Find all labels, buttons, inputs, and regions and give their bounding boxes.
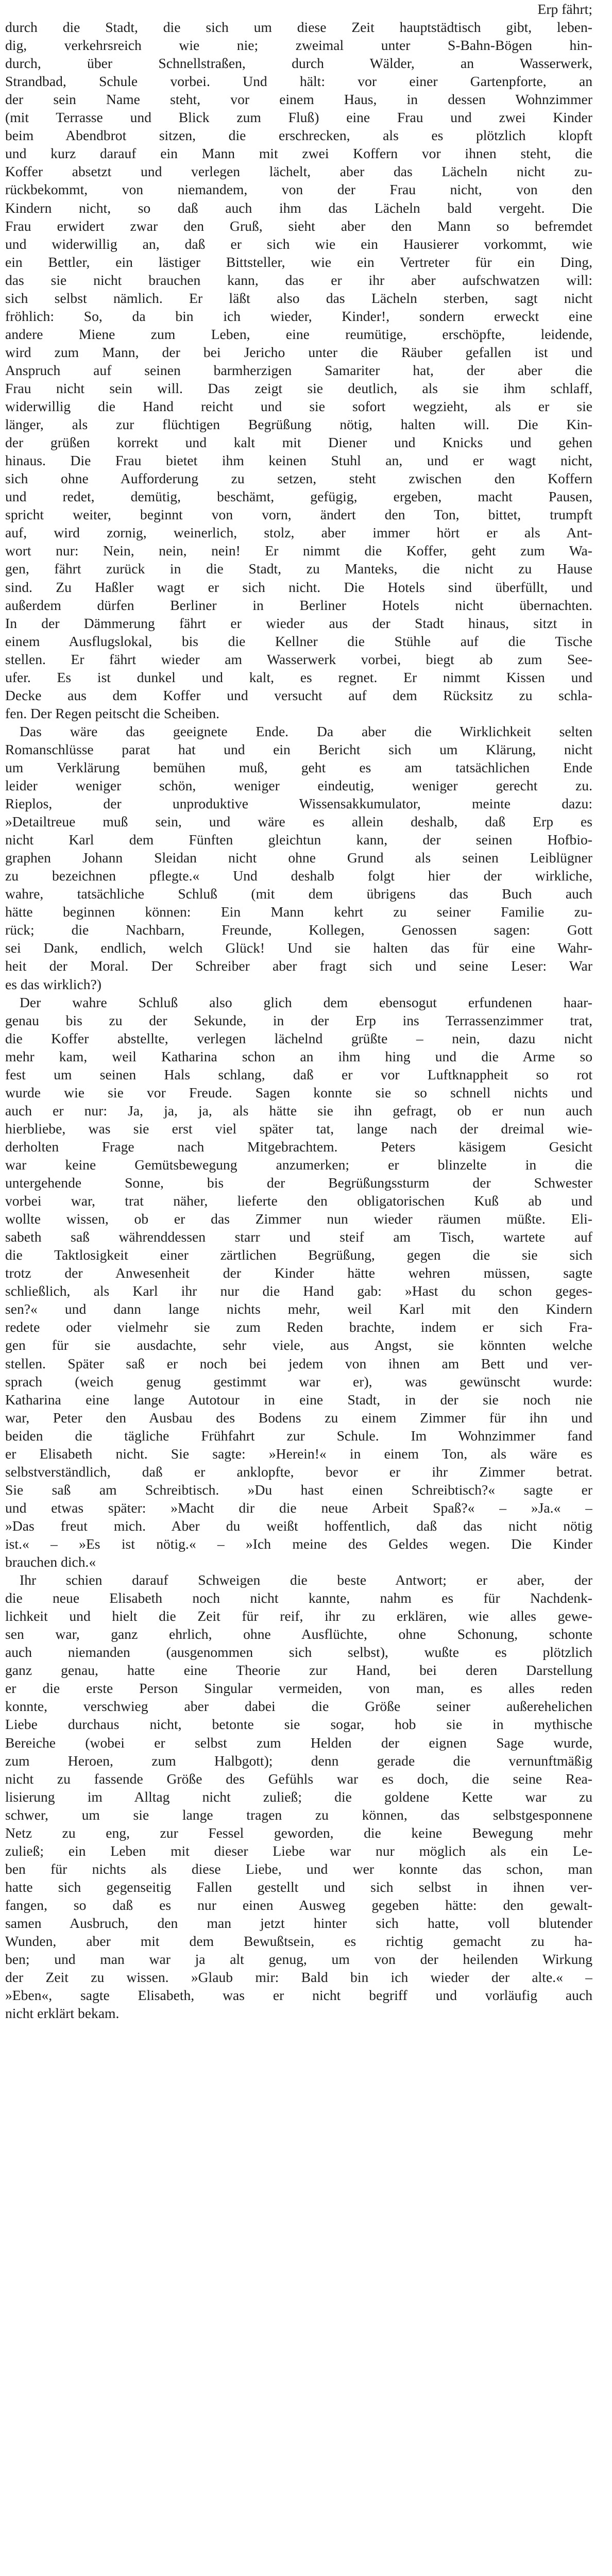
text-line: wahre, tatsächliche Schluß (mit dem übrigens das Buch auch	[5, 886, 592, 902]
text-line: trotz der Anwesenheit der Kinder hätte wehren müssen, sagte	[5, 1265, 592, 1281]
text-line: selbstverständlich, daß er anklopfte, bevor er ihr Zimmer betrat.	[5, 1463, 592, 1480]
text-line: durch, über Schnellstraßen, durch Wälder, an Wasserwerk,	[5, 55, 592, 72]
text-line: beiden die tägliche Frühfahrt zur Schule. Im Wohnzimmer fand	[5, 1427, 592, 1444]
text-line: fröhlich: So, da bin ich wieder, Kinder!, sondern erweckt eine	[5, 308, 592, 324]
text-line: er Elisabeth nicht. Sie sagte: »Herein!« in einem Ton, als wäre es	[5, 1445, 592, 1462]
text-line: fest um seinen Hals schlang, daß er vor Luftknappheit so rot	[5, 1066, 592, 1082]
text-line: rückbekommt, von niemandem, von der Frau nicht, von den	[5, 181, 592, 198]
text-line: Bereiche (wobei er selbst zum Helden der eignen Sage wurde,	[5, 1734, 592, 1751]
text-line: redete oder vielmehr sie zum Reden brachte, indem er sich Fra-	[5, 1319, 592, 1335]
text-line: auch er nur: Ja, ja, ja, als hätte sie ihn gefragt, ob er nun auch	[5, 1102, 592, 1118]
text-line: ben; und man war ja alt genug, um von der heilenden Wirkung	[5, 1951, 592, 1968]
text-line: »Eben«, sagte Elisabeth, was er nicht begriff und vorläufig auch	[5, 1987, 592, 2004]
text-line: nicht erklärt bekam.	[5, 2005, 120, 2022]
book-page	[5, 0, 592, 2022]
text-line: gen, fährt zurück in die Stadt, zu Manteks, die nicht zu Hause	[5, 561, 592, 577]
text-line: Wunden, aber mit dem Bewußtsein, es richtig gemacht zu ha-	[5, 1933, 592, 1950]
text-line: widerwillig die Hand reicht und sie sofort wegzieht, als er sie	[5, 398, 592, 415]
text-line: zum Heroen, zum Halbgott); denn gerade die vernunftmäßig	[5, 1752, 592, 1769]
text-line: wollte wissen, ob er das Zimmer nun wieder räumen müßte. Eli-	[5, 1211, 592, 1227]
text-line: um Verklärung bemühen muß, geht es am tatsächlichen Ende	[5, 759, 592, 775]
text-line: zu bezeichnen pflegte.« Und deshalb folgt hier der wirkliche,	[5, 868, 592, 884]
text-line: dig, verkehrsreich wie nie; zweimal unter S-Bahn-Bögen hin-	[5, 37, 592, 54]
text-line: Ihr schien darauf Schweigen die beste Antwort; er aber, der	[20, 1572, 592, 1588]
text-line: Liebe durchaus nicht, betonte sie sogar, hob sie in mythische	[5, 1716, 592, 1733]
text-line: nicht zu fassende Größe des Gefühls war es doch, die seine Rea-	[5, 1770, 592, 1787]
text-line: zuließ; ein Leben mit dieser Liebe war nur möglich als ein Le-	[5, 1842, 592, 1859]
text-line: lichkeit und hielt die Zeit für reif, ihr zu erklären, wie alles gewe-	[5, 1608, 592, 1624]
text-line: schließlich, als Karl ihr nur die Hand gab: »Hast du schon geges-	[5, 1283, 592, 1299]
paragraph-p3	[5, 993, 592, 1571]
text-line: der grüßen korrekt und kalt mit Diener und Knicks und gehen	[5, 434, 592, 451]
text-line: Koffer absetzt und verlegen lächelt, aber das Lächeln nicht zu-	[5, 163, 592, 180]
text-line: die Taktlosigkeit einer zärtlichen Begrüßung, gegen die sie sich	[5, 1247, 592, 1263]
text-line: wird zum Mann, der bei Jericho unter die Räuber gefallen ist und	[5, 344, 592, 360]
text-line: leider weniger schön, weniger eindeutig, weniger gerecht zu.	[5, 777, 592, 794]
text-line: Das wäre das geeignete Ende. Da aber die Wirklichkeit selten	[20, 723, 592, 739]
text-line: hierbliebe, was sie erst viel später tat, lange nach der dreimal wie-	[5, 1120, 592, 1137]
text-line: konnte, verschwieg aber dabei die Größe seiner außerehelichen	[5, 1698, 592, 1715]
text-line: vorbei war, trat näher, lieferte den obligatorischen Kuß ab und	[5, 1193, 592, 1209]
text-line: Decke aus dem Koffer und versucht auf dem Rücksitz zu schla-	[5, 687, 592, 703]
text-line: das sie nicht brauchen kann, das er ihr aber aufschwatzen will:	[5, 272, 592, 288]
text-line: sabeth saß währenddessen starr und steif am Tisch, wartete auf	[5, 1229, 592, 1245]
paragraph-p2	[5, 722, 592, 993]
text-line: andere Miene zum Leben, eine reumütige, erschöpfte, leidende,	[5, 326, 592, 342]
text-line: und etwas später: »Macht dir die neue Arbeit Spaß?« – »Ja.« –	[5, 1499, 592, 1516]
text-line: auch niemanden (ausgenommen sich selbst), wußte es plötzlich	[5, 1644, 592, 1660]
text-line: graphen Johann Sleidan nicht ohne Grund als seinen Leiblügner	[5, 850, 592, 866]
text-line: Frau erwidert zwar den Gruß, sieht aber den Mann so befremdet	[5, 217, 592, 234]
text-line: In der Dämmerung fährt er wieder aus der Stadt hinaus, sitzt in	[5, 615, 592, 631]
text-line: Anspruch auf seinen barmherzigen Samariter hat, der aber die	[5, 362, 592, 378]
text-line: Kindern nicht, so daß auch ihm das Lächeln bald vergeht. Die	[5, 199, 592, 216]
text-line: rück; die Nachbarn, Freunde, Kollegen, Genossen sagen: Gott	[5, 922, 592, 938]
text-line: Netz zu eng, zur Fessel geworden, die keine Bewegung mehr	[5, 1824, 592, 1841]
text-line: derholten Frage nach Mitgebrachtem. Peters käsigem Gesicht	[5, 1138, 592, 1155]
text-line: ist.« – »Es ist nötig.« – »Ich meine des Geldes wegen. Die Kinder	[5, 1535, 592, 1552]
text-line: hinaus. Die Frau bietet ihm keinen Stuhl an, und er wagt nicht,	[5, 452, 592, 469]
text-line: untergehende Sonne, bis der Begrüßungssturm der Schwester	[5, 1175, 592, 1191]
text-line: Strandbad, Schule vorbei. Und hält: vor einer Gartenpforte, an	[5, 73, 592, 90]
text-line: lisierung im Alltag nicht zuließ; die goldene Kette war zu	[5, 1788, 592, 1805]
text-line: außerdem dürfen Berliner in Berliner Hotels nicht übernachten.	[5, 597, 592, 613]
text-line: wurde wie sie vor Freude. Sagen konnte sie so schnell nichts und	[5, 1084, 592, 1100]
text-line: sen?« und dann lange nichts mehr, weil Karl mit den Kindern	[5, 1301, 592, 1317]
text-line: sich ohne Aufforderung zu setzen, steht zwischen den Koffern	[5, 470, 592, 487]
text-line: auf, wird zornig, weinerlich, stolz, aber immer hört er als Ant-	[5, 524, 592, 541]
text-line: er die erste Person Singular vermeiden, von man, es alles reden	[5, 1680, 592, 1697]
text-line: die Koffer abstellte, verlegen lächelnd grüßte – nein, dazu nicht	[5, 1030, 592, 1046]
text-line: »Detailtreue muß sein, und wäre es allein deshalb, daß Erp es	[5, 814, 592, 830]
text-line: sei Dank, endlich, welch Glück! Und sie halten das für eine Wahr-	[5, 940, 592, 956]
text-line: die neue Elisabeth noch nicht kannte, nahm es für Nachdenk-	[5, 1590, 592, 1606]
text-line: »Das freut mich. Aber du weißt hoffentlich, daß das nicht nötig	[5, 1517, 592, 1534]
text-line: Rieplos, der unproduktive Wissensakkumulator, meinte dazu:	[5, 795, 592, 812]
text-line: hätte beginnen können: Ein Mann kehrt zu seiner Familie zu-	[5, 904, 592, 920]
text-line: stellen. Später saß er noch bei jedem von ihnen am Bett und ver-	[5, 1355, 592, 1371]
text-line: brauchen dich.«	[5, 1554, 96, 1570]
text-line: schwer, um sie lange tragen zu können, das selbstgesponnene	[5, 1806, 592, 1823]
text-line: einem Ausflugslokal, bis die Kellner die Stühle auf die Tische	[5, 633, 592, 649]
text-line: durch die Stadt, die sich um diese Zeit hauptstädtisch gibt, leben-	[5, 19, 592, 36]
text-line: fen. Der Regen peitscht die Scheiben.	[5, 705, 220, 721]
text-line: der Zeit zu wissen. »Glaub mir: Bald bin ich wieder der alte.« –	[5, 1969, 592, 1986]
text-line: nicht Karl dem Fünften gleichtun kann, der seinen Hofbio-	[5, 832, 592, 848]
text-line: heit der Moral. Der Schreiber aber fragt sich und seine Leser: War	[5, 958, 592, 974]
text-line: war keine Gemütsbewegung anzumerken; er blinzelte in die	[5, 1157, 592, 1173]
text-line: ufer. Es ist dunkel und kalt, es regnet. Er nimmt Kissen und	[5, 669, 592, 685]
text-line: (mit Terrasse und Blick zum Fluß) eine Frau und zwei Kinder	[5, 109, 592, 126]
text-line: Erp fährt;	[537, 1, 592, 17]
text-line: wort nur: Nein, nein, nein! Er nimmt die Koffer, geht zum Wa-	[5, 543, 592, 559]
text-line: stellen. Er fährt wieder am Wasserwerk vorbei, biegt ab zum See-	[5, 651, 592, 667]
text-line: Der wahre Schluß also glich dem ebensogut erfundenen haar-	[20, 994, 592, 1010]
text-line: ben für nichts als diese Liebe, und wer konnte das schon, man	[5, 1860, 592, 1877]
text-line: ganz genau, hatte eine Theorie zur Hand, bei deren Darstellung	[5, 1662, 592, 1679]
text-line: Katharina eine lange Autotour in eine Stadt, in der sie noch nie	[5, 1391, 592, 1408]
paragraph-p1	[5, 0, 592, 722]
text-line: es das wirklich?)	[5, 976, 101, 992]
text-line: und widerwillig an, daß er sich wie ein Hausierer vorkommt, wie	[5, 235, 592, 252]
text-line: beim Abendbrot sitzen, die erschrecken, als es plötzlich klopft	[5, 127, 592, 144]
text-line: hatte sich gegenseitig Fallen gestellt und sich selbst in ihnen ver-	[5, 1878, 592, 1895]
text-line: sind. Zu Haßler wagt er sich nicht. Die Hotels sind überfüllt, und	[5, 579, 592, 595]
text-line: war, Peter den Ausbau des Bodens zu einem Zimmer für ihn und	[5, 1409, 592, 1426]
text-line: gen für sie ausdachte, sehr viele, aus Angst, sie könnten welche	[5, 1337, 592, 1353]
text-line: sich selbst nämlich. Er läßt also das Lächeln sterben, sagt nicht	[5, 290, 592, 306]
text-line: samen Ausbruch, den man jetzt hinter sich hatte, voll blutender	[5, 1914, 592, 1931]
text-line: länger, als zur flüchtigen Begrüßung nötig, halten will. Die Kin-	[5, 416, 592, 433]
paragraph-p4	[5, 1571, 592, 2022]
text-line: Romanschlüsse parat hat und ein Bericht sich um Klärung, nicht	[5, 741, 592, 757]
text-line: und kurz darauf ein Mann mit zwei Koffern vor ihnen steht, die	[5, 145, 592, 162]
text-line: der sein Name steht, vor einem Haus, in dessen Wohnzimmer	[5, 91, 592, 108]
text-line: sprach (weich genug gestimmt war er), was gewünscht wurde:	[5, 1373, 592, 1389]
text-line: fangen, so daß es nur einen Ausweg gegeben hätte: den gewalt-	[5, 1896, 592, 1913]
text-line: Frau nicht sein will. Das zeigt sie deutlich, als sie ihm schlaff,	[5, 380, 592, 396]
text-line: ein Bettler, ein lästiger Bittsteller, wie ein Vertreter für ein Ding,	[5, 253, 592, 270]
text-line: sen war, ganz ehrlich, ohne Ausflüchte, ohne Schonung, schonte	[5, 1626, 592, 1642]
text-line: spricht weiter, beginnt von vorn, ändert den Ton, bittet, trumpft	[5, 506, 592, 523]
text-line: Sie saß am Schreibtisch. »Du hast einen Schreibtisch?« sagte er	[5, 1481, 592, 1498]
text-line: genau bis zu der Sekunde, in der Erp ins Terrassenzimmer trat,	[5, 1012, 592, 1028]
text-line: mehr kam, weil Katharina schon an ihm hing und die Arme so	[5, 1048, 592, 1064]
text-line: und redet, demütig, beschämt, gefügig, ergeben, macht Pausen,	[5, 488, 592, 505]
